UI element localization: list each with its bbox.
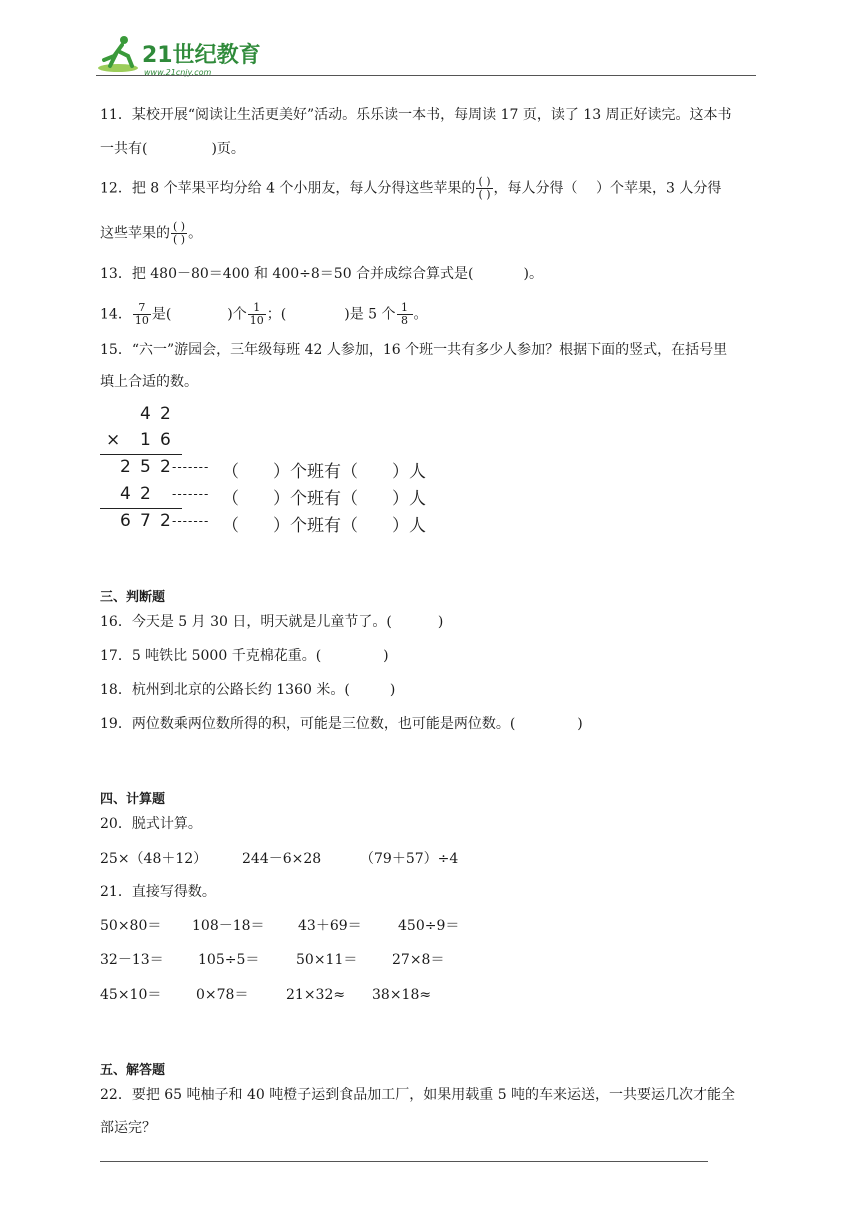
q21-item: 105÷5＝ bbox=[198, 952, 260, 968]
q12-text-d: 。 bbox=[188, 225, 203, 242]
q21-item: 450÷9＝ bbox=[398, 918, 460, 934]
digit: 7 bbox=[140, 511, 151, 531]
q16-line bbox=[100, 612, 443, 632]
logo-runner-head bbox=[120, 36, 128, 44]
q14-fraction-1-8: $\frac{1}{8}$ bbox=[398, 302, 412, 327]
q20-item: 244－6×28 bbox=[242, 851, 322, 867]
q21-item: 32－13＝ bbox=[100, 952, 164, 968]
q14-text-c: )个 bbox=[227, 306, 247, 323]
digit: 2 bbox=[140, 484, 151, 504]
q12-line2 bbox=[100, 221, 202, 246]
digit: 2 bbox=[160, 404, 171, 424]
q19-paren: ) bbox=[577, 716, 583, 732]
section-title-solve: 五、解答题 bbox=[100, 1063, 166, 1078]
q14-text-f: 。 bbox=[413, 306, 428, 323]
q14-text-e: )是 5 个 bbox=[344, 306, 396, 323]
section-title-calculation: 四、计算题 bbox=[100, 792, 166, 807]
q21-item: 0×78＝ bbox=[196, 987, 249, 1003]
q14-line bbox=[100, 302, 428, 327]
digit: 2 bbox=[160, 511, 171, 531]
q21-item: 21×32≈ bbox=[286, 987, 346, 1003]
q15-line2: 填上合适的数。 bbox=[100, 374, 198, 390]
q12-text-c: 这些苹果的 bbox=[100, 225, 170, 242]
q19-text: 19．两位数乘两位数所得的积，可能是三位数，也可能是两位数。( bbox=[100, 716, 516, 732]
fill-blank-row-3[interactable]: （ ）个班有（ ）人 bbox=[222, 516, 426, 536]
q13-text-b: )。 bbox=[523, 266, 543, 282]
logo-runner-icon bbox=[104, 45, 132, 66]
q21-item: 50×80＝ bbox=[100, 918, 162, 934]
section-title-judgement: 三、判断题 bbox=[100, 590, 166, 605]
q11-text-a: 一共有( bbox=[100, 141, 148, 157]
q20-title: 20．脱式计算。 bbox=[100, 816, 202, 832]
q11-line1: 11．某校开展“阅读让生活更美好”活动。乐乐读一本书，每周读 17 页，读了 13 周正好读完。这本书 bbox=[100, 107, 732, 123]
vertical-rule-1 bbox=[100, 454, 182, 455]
q12-fraction-blank-1[interactable]: $\frac{( )}{( )}$ bbox=[478, 175, 491, 201]
digit: 1 bbox=[140, 430, 151, 450]
q13-text-a: 13．把 480－80＝400 和 400÷8＝50 合并成综合算式是( bbox=[100, 266, 474, 282]
q18-paren: ) bbox=[389, 682, 396, 698]
leader-dots: ------- bbox=[172, 514, 210, 528]
q21-item: 43＋69＝ bbox=[298, 918, 362, 934]
q21-item: 108－18＝ bbox=[192, 918, 265, 934]
brand-logo bbox=[96, 30, 266, 78]
vertical-multiplication bbox=[100, 400, 460, 540]
q14-fraction-1-10: $\frac{1}{10}$ bbox=[249, 301, 264, 327]
q17-text: 17．5 吨铁比 5000 千克棉花重。( bbox=[100, 648, 322, 664]
digit: 2 bbox=[120, 457, 131, 477]
digit: 2 bbox=[160, 457, 171, 477]
footer-divider bbox=[100, 1161, 708, 1162]
q16-paren: ) bbox=[437, 614, 444, 630]
q22-line2: 部运完？ bbox=[100, 1120, 156, 1136]
q11-line2 bbox=[100, 139, 245, 159]
q20-item: （79＋57）÷4 bbox=[360, 851, 459, 867]
vertical-rule-2 bbox=[100, 508, 182, 509]
q11-text-b: )页。 bbox=[211, 141, 245, 157]
digit: 5 bbox=[140, 457, 151, 477]
q21-item: 27×8＝ bbox=[392, 952, 445, 968]
q21-item: 45×10＝ bbox=[100, 987, 162, 1003]
multiply-sign: × bbox=[106, 430, 121, 450]
brand-name: 21世纪教育 bbox=[142, 43, 261, 68]
q14-text-b: 是( bbox=[151, 306, 172, 323]
fill-blank-row-1[interactable]: （ ）个班有（ ）人 bbox=[222, 462, 426, 482]
header-divider bbox=[96, 75, 756, 76]
q13-line bbox=[100, 264, 543, 284]
q17-paren: ) bbox=[383, 648, 389, 664]
digit: 6 bbox=[120, 511, 131, 531]
q12-fraction-blank-2[interactable]: $\frac{( )}{( )}$ bbox=[173, 220, 186, 246]
q20-item: 25×（48＋12） bbox=[100, 851, 208, 867]
q19-line bbox=[100, 714, 583, 734]
q14-fraction-7-10: $\frac{7}{10}$ bbox=[134, 301, 149, 327]
q14-text-a: 14． bbox=[100, 306, 132, 323]
digit: 4 bbox=[120, 484, 131, 504]
leader-dots: ------- bbox=[172, 487, 210, 501]
fill-blank-row-2[interactable]: （ ）个班有（ ）人 bbox=[222, 489, 426, 509]
q14-text-d: ；( bbox=[266, 306, 287, 323]
q22-line1: 22．要把 65 吨柚子和 40 吨橙子运到食品加工厂，如果用载重 5 吨的车来运送，一共要运几次才能全 bbox=[100, 1087, 736, 1103]
q18-text: 18．杭州到北京的公路长约 1360 米。( bbox=[100, 682, 350, 698]
q21-item: 38×18≈ bbox=[372, 987, 432, 1003]
q12-text-b: ，每人分得（ ）个苹果，3 人分得 bbox=[493, 180, 722, 197]
q21-item: 50×11＝ bbox=[296, 952, 358, 968]
brand-site: www.21cnjy.com bbox=[144, 68, 212, 77]
q18-line bbox=[100, 680, 395, 700]
q12-text-a: 12．把 8 个苹果平均分给 4 个小朋友，每人分得这些苹果的 bbox=[100, 180, 476, 197]
q15-line1: 15．“六一”游园会，三年级每班 42 人参加，16 个班一共有多少人参加？根据下面的竖式，在括号里 bbox=[100, 342, 728, 358]
digit: 4 bbox=[140, 404, 151, 424]
q12-line1 bbox=[100, 176, 721, 201]
leader-dots: ------- bbox=[172, 460, 210, 474]
q16-text: 16．今天是 5 月 30 日，明天就是儿童节了。( bbox=[100, 614, 392, 630]
q17-line bbox=[100, 646, 389, 666]
q21-title: 21．直接写得数。 bbox=[100, 884, 216, 900]
digit: 6 bbox=[160, 430, 171, 450]
